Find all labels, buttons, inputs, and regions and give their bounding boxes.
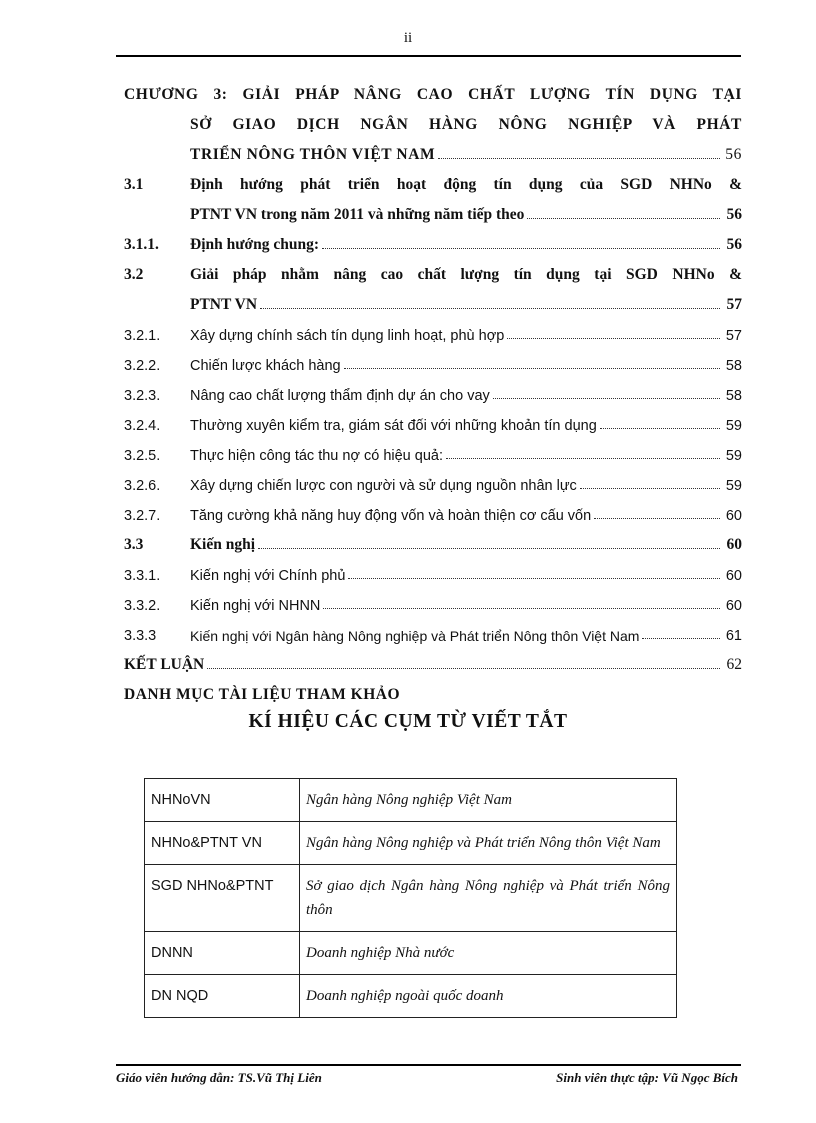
- table-of-contents: [124, 74, 742, 704]
- meaning-cell: Doanh nghiệp ngoài quốc doanh: [300, 975, 677, 1018]
- toc-text: Nâng cao chất lượng thẩm định dự án cho vay: [190, 388, 490, 404]
- toc-chapter-line3: [124, 134, 742, 164]
- toc-page: 60: [726, 536, 742, 553]
- toc-text: Định hướng chung:: [190, 236, 320, 253]
- toc-page: 56: [726, 236, 742, 253]
- toc-number: 3.3: [124, 536, 144, 553]
- toc-page: 56: [725, 146, 742, 163]
- toc-text: DANH MỤC TÀI LIỆU THAM KHẢO: [124, 686, 401, 703]
- abbr-cell: DN NQD: [145, 975, 300, 1018]
- toc-row-3-2-2: [124, 344, 742, 374]
- toc-leader: [322, 248, 720, 249]
- toc-row-3-3-2: [124, 584, 742, 614]
- table-row: [145, 865, 677, 932]
- abbr-cell: NHNo&PTNT VN: [145, 822, 300, 865]
- toc-text: Kiến nghị với Chính phủ: [190, 568, 346, 584]
- toc-page: 56: [726, 206, 742, 223]
- page-footer: [116, 1070, 738, 1086]
- toc-leader: [438, 158, 720, 159]
- table-row: [145, 779, 677, 822]
- toc-row-references: [124, 674, 742, 704]
- toc-chapter-title-1: CHƯƠNG 3: GIẢI PHÁP NÂNG CAO CHẤT LƯỢNG TÍN DỤNG TẠI: [124, 86, 742, 103]
- toc-leader: [258, 548, 720, 549]
- toc-leader: [642, 638, 720, 639]
- toc-number: 3.2.1.: [124, 328, 161, 344]
- toc-page: 57: [725, 328, 742, 344]
- toc-chapter-title-2: SỞ GIAO DỊCH NGÂN HÀNG NÔNG NGHIỆP VÀ PHÁT: [190, 116, 742, 133]
- toc-row-3-2-5: [124, 434, 742, 464]
- toc-number: 3.2.6.: [124, 478, 161, 494]
- toc-page: 58: [725, 388, 742, 404]
- toc-text: Kiến nghị với NHNN: [190, 598, 321, 614]
- toc-row-conclusion: [124, 644, 742, 674]
- toc-leader: [493, 398, 720, 399]
- toc-row-3-2-1: [124, 314, 742, 344]
- toc-row-3-3-1: [124, 554, 742, 584]
- toc-number: 3.3.2.: [124, 598, 161, 614]
- toc-number: 3.2.7.: [124, 508, 161, 524]
- toc-page: 60: [725, 508, 742, 524]
- toc-number: 3.2.2.: [124, 358, 161, 374]
- toc-leader: [323, 608, 720, 609]
- toc-page: 61: [725, 628, 742, 644]
- toc-text: Kiến nghị: [190, 536, 256, 553]
- toc-chapter-line2: [124, 104, 742, 134]
- abbr-cell: NHNoVN: [145, 779, 300, 822]
- toc-number: 3.1.1.: [124, 236, 159, 253]
- toc-text: PTNT VN: [190, 296, 258, 313]
- toc-row-3-2-cont: [124, 284, 742, 314]
- toc-leader: [344, 368, 720, 369]
- toc-row-3-3-3: [124, 614, 742, 644]
- table-row: [145, 975, 677, 1018]
- toc-row-3-2-3: [124, 374, 742, 404]
- abbr-cell: DNNN: [145, 932, 300, 975]
- toc-chapter-title-3: TRIỂN NÔNG THÔN VIỆT NAM: [190, 146, 436, 163]
- toc-number: 3.2.4.: [124, 418, 161, 434]
- toc-leader: [507, 338, 720, 339]
- toc-text: Định hướng phát triển hoạt động tín dụng của SGD NHNo &: [190, 176, 742, 193]
- toc-number: 3.2: [124, 266, 144, 283]
- toc-text: PTNT VN trong năm 2011 và những năm tiếp theo: [190, 206, 525, 223]
- student-name: Sinh viên thực tập: Vũ Ngọc Bích: [556, 1070, 738, 1085]
- toc-row-3-2-4: [124, 404, 742, 434]
- toc-text: Chiến lược khách hàng: [190, 358, 341, 374]
- abbr-cell: SGD NHNo&PTNT: [145, 865, 300, 932]
- toc-page: 59: [725, 418, 742, 434]
- toc-row-3-1: [124, 164, 742, 194]
- toc-text: Thực hiện công tác thu nợ có hiệu quả:: [190, 448, 443, 464]
- toc-page: 60: [725, 568, 742, 584]
- abbreviations-title: KÍ HIỆU CÁC CỤM TỪ VIẾT TẮT: [248, 711, 568, 732]
- meaning-cell: Sở giao dịch Ngân hàng Nông nghiệp và Phát triển Nông thôn: [300, 865, 677, 932]
- toc-text: Xây dựng chiến lược con người và sử dụng nguồn nhân lực: [190, 478, 577, 494]
- footer-rule: [116, 1064, 741, 1066]
- toc-number: 3.2.3.: [124, 388, 161, 404]
- toc-row-3-2-6: [124, 464, 742, 494]
- table-row: [145, 822, 677, 865]
- toc-leader: [207, 668, 720, 669]
- toc-page: 60: [725, 598, 742, 614]
- toc-leader: [580, 488, 720, 489]
- toc-text: Tăng cường khả năng huy động vốn và hoàn thiện cơ cấu vốn: [190, 508, 592, 524]
- toc-page: 59: [725, 478, 742, 494]
- toc-leader: [348, 578, 720, 579]
- header-rule: [116, 55, 741, 57]
- toc-chapter-line1: [124, 74, 742, 104]
- toc-number: 3.3.3: [124, 628, 157, 644]
- table-row: [145, 932, 677, 975]
- toc-number: 3.2.5.: [124, 448, 161, 464]
- toc-row-3-2-7: [124, 494, 742, 524]
- toc-text: Giải pháp nhằm nâng cao chất lượng tín dụng tại SGD NHNo &: [190, 266, 742, 283]
- toc-leader: [260, 308, 720, 309]
- toc-leader: [446, 458, 720, 459]
- toc-row-3-2: [124, 254, 742, 284]
- toc-text: Kiến nghị với Ngân hàng Nông nghiệp và Phát triển Nông thôn Việt Nam: [190, 628, 640, 644]
- meaning-cell: Doanh nghiệp Nhà nước: [300, 932, 677, 975]
- toc-text: Thường xuyên kiểm tra, giám sát đối với những khoản tín dụng: [190, 418, 597, 434]
- meaning-cell: Ngân hàng Nông nghiệp và Phát triển Nông thôn Việt Nam: [300, 822, 677, 865]
- toc-number: 3.1: [124, 176, 144, 193]
- abbreviations-table: [144, 778, 677, 1018]
- meaning-cell: Ngân hàng Nông nghiệp Việt Nam: [300, 779, 677, 822]
- toc-leader: [527, 218, 720, 219]
- advisor-name: Giáo viên hướng dẫn: TS.Vũ Thị Liên: [116, 1070, 322, 1085]
- toc-leader: [594, 518, 720, 519]
- toc-text: KẾT LUẬN: [124, 656, 205, 673]
- toc-row-3-1-1: [124, 224, 742, 254]
- toc-row-3-1-cont: [124, 194, 742, 224]
- toc-page: 59: [725, 448, 742, 464]
- toc-text: Xây dựng chính sách tín dụng linh hoạt, phù hợp: [190, 328, 505, 344]
- toc-leader: [600, 428, 720, 429]
- toc-row-3-3: [124, 524, 742, 554]
- page-number: ii: [403, 30, 413, 46]
- toc-page: 57: [726, 296, 742, 313]
- toc-page: 58: [725, 358, 742, 374]
- toc-number: 3.3.1.: [124, 568, 161, 584]
- toc-page: 62: [726, 656, 742, 673]
